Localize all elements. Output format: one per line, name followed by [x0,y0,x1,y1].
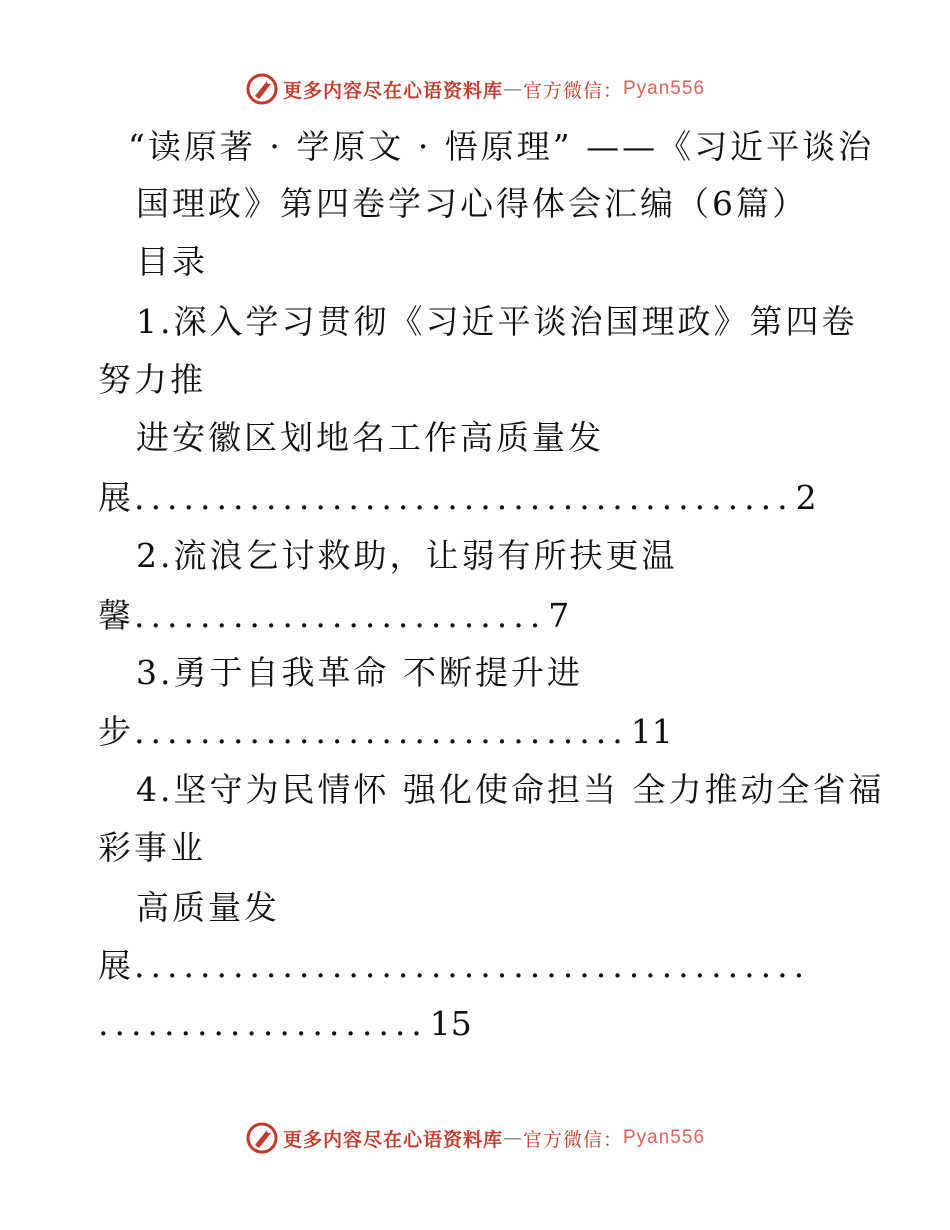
toc-entry-2-page: 7 [548,596,570,635]
watermark-wechat-id: Pyan556 [623,78,706,99]
toc-entry-3-last-char: 步 [98,712,134,751]
watermark-dash: — [502,1127,523,1149]
footer-watermark [0,1121,950,1155]
watermark-wechat-id: Pyan556 [623,1127,706,1148]
watermark-wechat-label: 官方微信： [522,79,623,102]
toc-entry-1-dots: ........................................ [134,478,794,517]
pen-logo-icon [245,1121,279,1155]
toc-entry-3-dots: .............................. [134,712,629,751]
toc-entry-4-line-3: 高质量发 [136,888,280,927]
toc-entry-4-line-2: 彩事业 [98,828,206,867]
toc-entry-2-last-char: 馨 [98,596,134,635]
toc-entry-2-dots: ......................... [134,596,547,635]
pen-logo-icon [245,72,279,106]
toc-entry-3-leader [98,712,673,752]
toc-entry-4-dots: ......................................... [134,946,811,985]
toc-entry-1-leader [98,478,817,518]
document-title-line-2: 国理政》第四卷学习心得体会汇编（6篇） [136,184,808,223]
toc-entry-3-page: 11 [630,712,673,751]
toc-entry-4-page: 15 [429,1004,472,1043]
toc-entry-1-page: 2 [795,478,817,517]
toc-entry-3-line-1: 3.勇于自我革命 不断提升进 [136,653,583,692]
toc-entry-4-leader [98,946,810,986]
toc-entry-1-line-3: 进安徽区划地名工作高质量发 [136,418,604,457]
toc-entry-1-line-1: 1.深入学习贯彻《习近平谈治国理政》第四卷 [136,302,858,341]
toc-entry-2-leader [98,596,569,636]
toc-entry-4-line-1: 4.坚守为民情怀 强化使命担当 全力推动全省福 [136,770,885,809]
toc-entry-4-leader-continued [98,1004,472,1044]
header-watermark [0,72,950,106]
toc-entry-2-line-1: 2.流浪乞讨救助，让弱有所扶更温 [136,536,678,575]
watermark-dash: — [502,78,523,100]
toc-entry-1-line-2: 努力推 [98,360,206,399]
toc-entry-4-last-char: 展 [98,946,134,985]
document-title-line-1: “读原著 · 学原文 · 悟原理” ——《习近平谈治 [128,127,875,166]
toc-entry-1-last-char: 展 [98,478,134,517]
toc-heading: 目录 [136,242,208,281]
toc-entry-4-dots-2: .................... [98,1004,428,1043]
watermark-site-text: 更多内容尽在心语资料库 [282,1128,503,1151]
watermark-wechat-label: 官方微信： [522,1128,623,1151]
watermark-site-text: 更多内容尽在心语资料库 [282,79,503,102]
